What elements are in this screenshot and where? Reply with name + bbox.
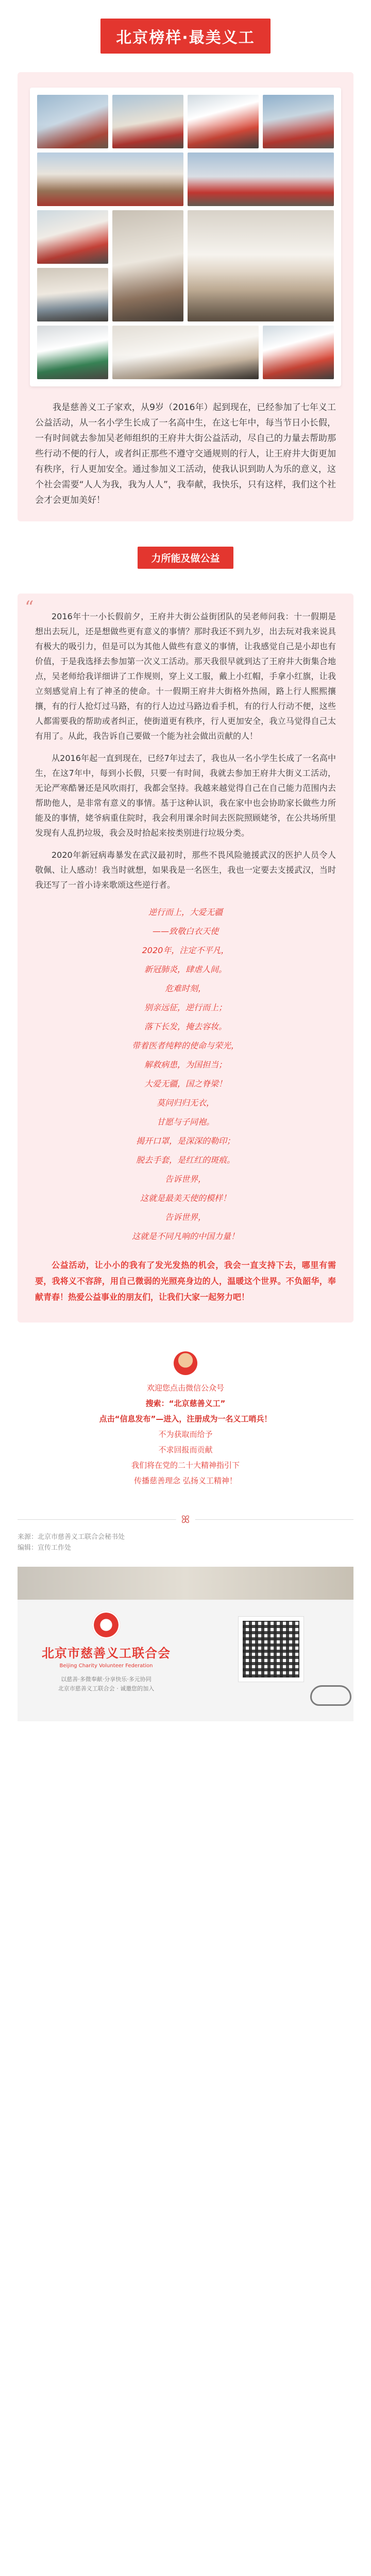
footer-slogan <box>29 1675 183 1693</box>
photo-collage <box>30 88 341 386</box>
volunteer-photo <box>188 95 259 148</box>
page-title: 北京榜样·最美义工 <box>100 19 270 54</box>
credits <box>18 1532 353 1553</box>
source-line: 来源：北京市慈善义工联合会秘书处 <box>18 1533 125 1541</box>
ribbon-icon: ꕤ <box>176 1513 195 1526</box>
follow-line: 点击“信息发布”—进入，注册成为一名义工哨兵！ <box>99 1414 272 1423</box>
volunteer-photo <box>37 152 183 206</box>
editor-line: 编辑：宣传工作处 <box>18 1544 72 1552</box>
volunteer-photo <box>263 95 334 148</box>
mascot-icon <box>174 1351 197 1375</box>
follow-line: 搜索：“北京慈善义工” <box>145 1399 226 1408</box>
intro-card <box>18 72 353 521</box>
article-card <box>18 594 353 1323</box>
footer-branding <box>29 1611 183 1693</box>
volunteer-photo <box>263 326 334 379</box>
poem <box>35 903 336 1246</box>
poem-line: 这就是最美天使的模样！ <box>140 1193 231 1203</box>
volunteer-photo <box>37 268 108 321</box>
volunteer-photo <box>112 326 259 379</box>
poem-line: 落下长发，掩去容妆。 <box>144 1022 227 1031</box>
glasses-decoration-icon <box>310 1685 351 1706</box>
follow-line: 我们将在党的二十大精神指引下 <box>131 1461 240 1470</box>
article-paragraph: 2016年十一小长假前夕，王府井大街公益街团队的吴老师问我：十一假期是想出去玩儿，还是想做些更有意义的事情？那时我还不到九岁，出去玩对我来说具有极大的吸引力，但是可以为其他人做些有意义的事情，让我感觉自己是小却也有价值，于是我选择去参加第一次义工活动。那天我很早就到达了王府井大街集合地点，吴老师给我详细讲了工作规则，穿上义工服，戴上小红帽，手拿小红旗，让我立刻感觉肩上有了神圣的使命。十一假期王府井大街格外热闹，路上行人熙熙攘攘，有的行人抢灯过马路，有的行人边过马路边看手机，有的行人行动不便，这些人都需要我的帮助或者纠正，使街道更有秩序，行人更加安全，我立马觉得自己太有用了。从此，我告诉自己要做一个能为社会做出贡献的人！ <box>35 612 336 741</box>
poem-line: 脱去手套，是红红的斑痕。 <box>136 1155 235 1165</box>
poem-line: 解救病患，为国担当； <box>144 1060 227 1070</box>
poem-line: 别亲远征，逆行而上； <box>144 1003 227 1012</box>
poem-line: 告诉世界， <box>164 1174 206 1184</box>
poem-line: 莫问归归无衣， <box>156 1098 214 1108</box>
volunteer-photo <box>112 95 183 148</box>
poem-line: 逆行而上，大爱无疆 <box>148 907 223 917</box>
volunteer-photo <box>37 326 108 379</box>
volunteer-photo <box>188 152 334 206</box>
follow-line: 传播慈善理念 弘扬义工精神！ <box>134 1476 237 1485</box>
poem-line: ——致敬白衣天使 <box>152 926 218 936</box>
follow-line: 不为获取而给予 <box>158 1430 213 1439</box>
poem-line: 告诉世界， <box>164 1212 206 1222</box>
qr-code[interactable] <box>238 1616 304 1682</box>
poem-line: 这就是不同凡响的中国力量！ <box>131 1231 239 1241</box>
section-header <box>0 521 371 594</box>
poem-line: 2020年，注定不平凡， <box>142 945 229 955</box>
poem-line: 甘愿与子同袍。 <box>156 1117 214 1127</box>
closing-paragraph: 公益活动，让小小的我有了发光发热的机会，我会一直支持下去，哪里有需要，我将义不容辞，用自己微弱的光照亮身边的人，温暖这个世界。不负韶华，奉献青春！热爱公益事业的朋友们，让我们大家一起努力吧！ <box>35 1260 336 1302</box>
poem-line: 带着医者纯粹的使命与荣光， <box>131 1041 239 1050</box>
intro-paragraph: 我是慈善义工子家欢，从9岁（2016年）起到现在，已经参加了七年义工公益活动，从一名小学生长成了一名高中生，在这七年中，每当节日小长假，一有时间就去参加吴老师组织的王府井大街公益活动，尽自己的力量去帮助那些行动不便的行人，或者纠正那些不遵守交通规则的行人，让王府井大街更加有秩序，行人更加安全。通过参加义工活动，使我认识到助人为乐的意义，这个社会需要“人人为我，我为人人”，我奉献，我快乐，只有这样，我们这个社会才会更加美好！ <box>35 402 336 505</box>
volunteer-photo <box>188 210 334 321</box>
poem-line: 新冠肺炎，肆虐人间。 <box>144 964 227 974</box>
org-name-en: Beijing Charity Volunteer Federation <box>59 1663 153 1669</box>
article-paragraph: 2020年新冠病毒暴发在武汉最初时，那些不畏风险驰援武汉的医护人员令人敬佩、让人感动！我当时就想，如果我是一名医生，我也一定要去支援武汉，当时我还写了一首小诗来歌颂这些逆行者。 <box>35 850 336 890</box>
volunteer-photo <box>37 210 108 264</box>
org-name: 北京市慈善义工联合会 <box>42 1646 171 1660</box>
footer-banner <box>18 1567 353 1600</box>
title-area <box>0 0 371 72</box>
section-badge: 力所能及做公益 <box>138 547 233 569</box>
slogan-line: 北京市慈善义工联合会 · 诚邀您的加入 <box>58 1685 155 1692</box>
volunteer-photo <box>112 210 183 321</box>
follow-line: 欢迎您点击微信公众号 <box>146 1383 224 1393</box>
org-logo-icon <box>92 1611 120 1639</box>
article-paragraph: 从2016年起一直到现在，已经7年过去了，我也从一名小学生长成了一名高中生，在这7年中，每到小长假，只要一有时间，我就去参加王府井大街义工活动，无论严寒酷暑还是风吹雨打，我都会坚持。我越来越觉得自己在自己能力范围内去帮助他人，是非常有意义的事情。基于这种认识，我在家中也会协助家长做些力所能及的事情，姥爷病重住院时，我会利用课余时间去医院照顾姥爷，在公共场所里发现有人乱扔垃圾，我会及时拾起来按类别进行垃圾分类。 <box>35 753 336 838</box>
footer <box>18 1567 353 1721</box>
slogan-line: 以慈善·多微奉献·分享快乐·多元协同 <box>61 1676 151 1683</box>
divider <box>18 1513 353 1526</box>
poem-line: 危难时刻， <box>164 984 206 993</box>
follow-block <box>0 1351 371 1488</box>
follow-line: 不求回报而贡献 <box>158 1445 213 1454</box>
volunteer-photo <box>37 95 108 148</box>
poem-line: 大爱无疆，国之脊梁！ <box>144 1079 227 1089</box>
quote-mark-icon: “ <box>25 597 34 618</box>
poem-line: 揭开口罩，是深深的勒印； <box>136 1136 235 1146</box>
